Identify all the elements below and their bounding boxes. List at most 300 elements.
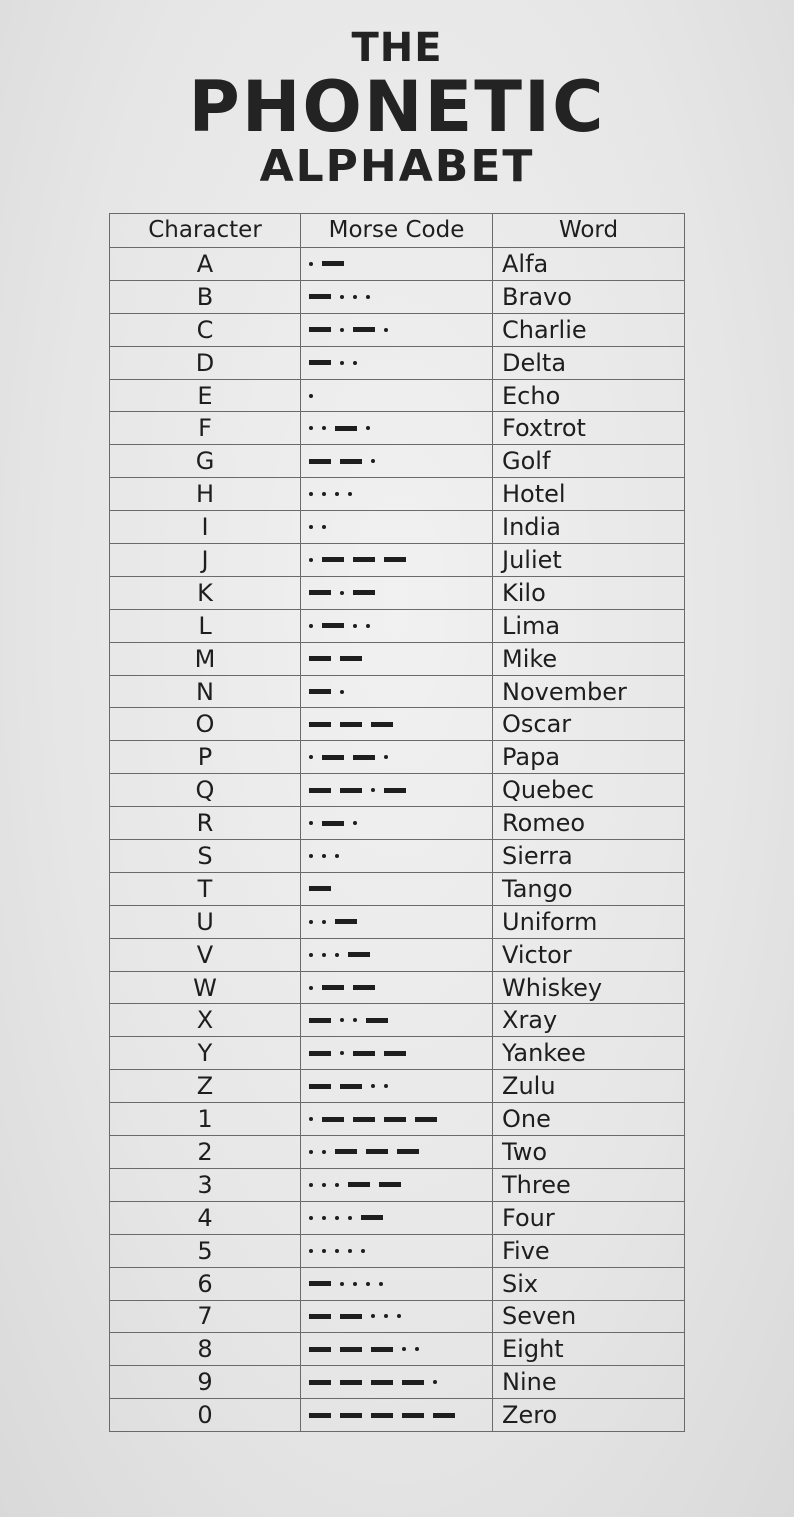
character-cell: B (110, 280, 301, 313)
table-row (110, 708, 685, 741)
word-cell: Zero (493, 1399, 685, 1432)
table-row (110, 478, 685, 511)
word-cell: Eight (493, 1333, 685, 1366)
morse-code-cell (301, 872, 493, 905)
table-header-row (110, 214, 685, 248)
morse-sequence (309, 1037, 415, 1069)
character-cell: 6 (110, 1267, 301, 1300)
morse-dot (371, 788, 375, 792)
title-line-alphabet: ALPHABET (259, 141, 535, 192)
character-cell: Z (110, 1070, 301, 1103)
table-row (110, 807, 685, 840)
morse-code-cell (301, 971, 493, 1004)
word-cell: Hotel (493, 478, 685, 511)
word-cell: Quebec (493, 774, 685, 807)
morse-code-cell (301, 609, 493, 642)
morse-dot (309, 558, 313, 562)
morse-dash (353, 557, 375, 562)
morse-dash (353, 985, 375, 990)
morse-dot (322, 1183, 326, 1187)
character-cell: Q (110, 774, 301, 807)
morse-sequence (309, 511, 335, 543)
morse-code-cell (301, 1201, 493, 1234)
morse-dash (309, 590, 331, 595)
morse-sequence (309, 248, 353, 280)
word-cell: Six (493, 1267, 685, 1300)
morse-dash (335, 919, 357, 924)
word-cell: Bravo (493, 280, 685, 313)
morse-sequence (309, 1004, 397, 1036)
morse-dash (335, 1149, 357, 1154)
morse-dot (340, 690, 344, 694)
table-row (110, 642, 685, 675)
morse-dot (366, 295, 370, 299)
table-row (110, 1267, 685, 1300)
morse-sequence (309, 1235, 374, 1267)
morse-sequence (309, 544, 415, 576)
morse-dot (384, 328, 388, 332)
table-row (110, 840, 685, 873)
morse-dash (309, 294, 331, 299)
morse-code-cell (301, 1300, 493, 1333)
morse-sequence (309, 840, 348, 872)
morse-code-cell (301, 1267, 493, 1300)
morse-dash (340, 1347, 362, 1352)
morse-dash (353, 1117, 375, 1122)
character-cell: N (110, 675, 301, 708)
word-cell: Charlie (493, 313, 685, 346)
morse-dot (335, 492, 339, 496)
character-cell: G (110, 445, 301, 478)
table-row (110, 609, 685, 642)
morse-dot (353, 624, 357, 628)
morse-dot (322, 920, 326, 924)
morse-dash (309, 689, 331, 694)
character-cell: C (110, 313, 301, 346)
morse-dash (340, 1413, 362, 1418)
morse-sequence (309, 906, 366, 938)
morse-dot (309, 1216, 313, 1220)
header-morse-code: Morse Code (301, 214, 493, 248)
phonetic-alphabet-table (109, 213, 685, 1432)
morse-dash (384, 788, 406, 793)
table-row (110, 1366, 685, 1399)
table-row (110, 1136, 685, 1169)
morse-dot (309, 1249, 313, 1253)
morse-dot (353, 295, 357, 299)
morse-dot (309, 624, 313, 628)
morse-code-cell (301, 248, 493, 281)
morse-dash (371, 1347, 393, 1352)
word-cell: Golf (493, 445, 685, 478)
morse-sequence (309, 1070, 397, 1102)
word-cell: Kilo (493, 576, 685, 609)
morse-sequence (309, 577, 384, 609)
morse-dot (353, 1282, 357, 1286)
morse-dot (309, 953, 313, 957)
morse-dot (340, 361, 344, 365)
morse-code-cell (301, 478, 493, 511)
morse-code-cell (301, 1103, 493, 1136)
morse-dot (402, 1347, 406, 1351)
morse-sequence (309, 708, 402, 740)
word-cell: Three (493, 1168, 685, 1201)
word-cell: Whiskey (493, 971, 685, 1004)
morse-dot (361, 1249, 365, 1253)
morse-dot (366, 624, 370, 628)
table-row (110, 280, 685, 313)
table-row (110, 741, 685, 774)
morse-sequence (309, 347, 366, 379)
morse-dash (340, 788, 362, 793)
morse-dot (309, 986, 313, 990)
character-cell: M (110, 642, 301, 675)
morse-dot (322, 953, 326, 957)
table-row (110, 412, 685, 445)
morse-dash (371, 1380, 393, 1385)
morse-dot (371, 1084, 375, 1088)
table-body (110, 248, 685, 1432)
word-cell: Foxtrot (493, 412, 685, 445)
header-character: Character (110, 214, 301, 248)
table-row (110, 576, 685, 609)
title-line-the: THE (351, 25, 443, 71)
morse-code-cell (301, 1399, 493, 1432)
morse-dash (348, 1182, 370, 1187)
character-cell: W (110, 971, 301, 1004)
morse-dot (366, 1282, 370, 1286)
morse-sequence (309, 1268, 392, 1300)
table-row (110, 872, 685, 905)
morse-sequence (309, 643, 371, 675)
morse-dot (309, 1150, 313, 1154)
morse-dash (353, 1051, 375, 1056)
table-row (110, 905, 685, 938)
table-row (110, 1234, 685, 1267)
title-line-phonetic: PHONETIC (188, 66, 606, 148)
morse-code-cell (301, 774, 493, 807)
morse-dot (348, 1216, 352, 1220)
character-cell: U (110, 905, 301, 938)
morse-dash (353, 590, 375, 595)
morse-dash (309, 327, 331, 332)
table-row (110, 938, 685, 971)
morse-code-cell (301, 807, 493, 840)
morse-dash (322, 261, 344, 266)
morse-dash (322, 821, 344, 826)
morse-dash (340, 656, 362, 661)
morse-dot (309, 854, 313, 858)
header-word: Word (493, 214, 685, 248)
morse-dash (340, 722, 362, 727)
morse-dot (335, 1249, 339, 1253)
morse-dash (348, 952, 370, 957)
morse-code-cell (301, 1366, 493, 1399)
morse-dot (309, 821, 313, 825)
morse-sequence (309, 1103, 446, 1135)
table-row (110, 313, 685, 346)
table-row (110, 1070, 685, 1103)
character-cell: V (110, 938, 301, 971)
morse-dash (371, 1413, 393, 1418)
morse-dash (322, 623, 344, 628)
morse-dot (309, 525, 313, 529)
morse-sequence (309, 1333, 428, 1365)
character-cell: 1 (110, 1103, 301, 1136)
character-cell: R (110, 807, 301, 840)
morse-dot (340, 328, 344, 332)
morse-dash (366, 1018, 388, 1023)
word-cell: Xray (493, 1004, 685, 1037)
table-row (110, 1399, 685, 1432)
word-cell: Romeo (493, 807, 685, 840)
morse-dash (309, 1314, 331, 1319)
table-row (110, 1037, 685, 1070)
character-cell: P (110, 741, 301, 774)
word-cell: Seven (493, 1300, 685, 1333)
morse-dash (415, 1117, 437, 1122)
morse-dot (384, 1314, 388, 1318)
morse-sequence (309, 314, 397, 346)
character-cell: A (110, 248, 301, 281)
morse-dot (335, 1216, 339, 1220)
word-cell: Echo (493, 379, 685, 412)
morse-dot (353, 1018, 357, 1022)
morse-sequence (309, 610, 379, 642)
morse-dot (340, 1051, 344, 1055)
morse-sequence (309, 1136, 428, 1168)
morse-dash (353, 327, 375, 332)
morse-code-cell (301, 708, 493, 741)
word-cell: One (493, 1103, 685, 1136)
word-cell: Victor (493, 938, 685, 971)
morse-sequence (309, 1366, 446, 1398)
morse-code-cell (301, 1004, 493, 1037)
morse-dash (322, 985, 344, 990)
morse-sequence (309, 412, 379, 444)
table-row (110, 1103, 685, 1136)
morse-dot (348, 1249, 352, 1253)
morse-code-cell (301, 445, 493, 478)
morse-code-cell (301, 379, 493, 412)
character-cell: 8 (110, 1333, 301, 1366)
morse-dash (384, 557, 406, 562)
morse-dot (397, 1314, 401, 1318)
character-cell: 0 (110, 1399, 301, 1432)
morse-code-cell (301, 576, 493, 609)
morse-sequence (309, 741, 397, 773)
morse-dash (309, 360, 331, 365)
word-cell: Nine (493, 1366, 685, 1399)
character-cell: K (110, 576, 301, 609)
table-row (110, 346, 685, 379)
word-cell: Zulu (493, 1070, 685, 1103)
morse-code-cell (301, 1037, 493, 1070)
morse-dash (366, 1149, 388, 1154)
morse-dash (384, 1051, 406, 1056)
character-cell: I (110, 511, 301, 544)
morse-dash (340, 1084, 362, 1089)
morse-dot (335, 953, 339, 957)
morse-code-cell (301, 544, 493, 577)
morse-dot (335, 1183, 339, 1187)
word-cell: Juliet (493, 544, 685, 577)
morse-dot (353, 821, 357, 825)
morse-dot (340, 295, 344, 299)
word-cell: Papa (493, 741, 685, 774)
morse-dot (384, 1084, 388, 1088)
character-cell: T (110, 872, 301, 905)
character-cell: E (110, 379, 301, 412)
character-cell: F (110, 412, 301, 445)
table-row (110, 544, 685, 577)
word-cell: Tango (493, 872, 685, 905)
morse-dot (322, 1216, 326, 1220)
morse-dash (309, 656, 331, 661)
morse-dot (371, 1314, 375, 1318)
morse-dash (309, 886, 331, 891)
character-cell: J (110, 544, 301, 577)
morse-code-cell (301, 313, 493, 346)
character-cell: 7 (110, 1300, 301, 1333)
character-cell: L (110, 609, 301, 642)
morse-code-cell (301, 1136, 493, 1169)
morse-code-cell (301, 840, 493, 873)
morse-dot (322, 492, 326, 496)
morse-dash (433, 1413, 455, 1418)
morse-code-cell (301, 280, 493, 313)
morse-dash (309, 1051, 331, 1056)
morse-sequence (309, 873, 340, 905)
morse-dot (309, 1117, 313, 1121)
word-cell: India (493, 511, 685, 544)
morse-sequence (309, 281, 379, 313)
morse-code-cell (301, 1234, 493, 1267)
morse-sequence (309, 445, 384, 477)
table-row (110, 1333, 685, 1366)
morse-dot (309, 394, 313, 398)
morse-dash (379, 1182, 401, 1187)
morse-dot (322, 854, 326, 858)
morse-dot (433, 1380, 437, 1384)
morse-dot (309, 426, 313, 430)
morse-dash (397, 1149, 419, 1154)
character-cell: 2 (110, 1136, 301, 1169)
morse-dot (322, 525, 326, 529)
morse-dot (322, 1150, 326, 1154)
morse-dash (361, 1215, 383, 1220)
morse-dash (384, 1117, 406, 1122)
table-row (110, 675, 685, 708)
morse-dot (335, 854, 339, 858)
morse-dot (348, 492, 352, 496)
morse-sequence (309, 478, 361, 510)
morse-dot (309, 262, 313, 266)
word-cell: Lima (493, 609, 685, 642)
word-cell: Mike (493, 642, 685, 675)
character-cell: X (110, 1004, 301, 1037)
morse-dot (309, 755, 313, 759)
word-cell: Yankee (493, 1037, 685, 1070)
word-cell: Delta (493, 346, 685, 379)
character-cell: 4 (110, 1201, 301, 1234)
table-row (110, 971, 685, 1004)
morse-dot (322, 426, 326, 430)
morse-code-cell (301, 938, 493, 971)
table-row (110, 774, 685, 807)
morse-sequence (309, 774, 415, 806)
morse-code-cell (301, 1070, 493, 1103)
morse-sequence (309, 676, 353, 708)
morse-dash (309, 1281, 331, 1286)
table-row (110, 248, 685, 281)
table-row (110, 511, 685, 544)
table-row (110, 1300, 685, 1333)
morse-dash (309, 722, 331, 727)
morse-dot (322, 1249, 326, 1253)
morse-dot (371, 459, 375, 463)
morse-dash (309, 788, 331, 793)
morse-code-cell (301, 1168, 493, 1201)
character-cell: 3 (110, 1168, 301, 1201)
character-cell: S (110, 840, 301, 873)
morse-sequence (309, 1202, 392, 1234)
word-cell: Oscar (493, 708, 685, 741)
word-cell: Two (493, 1136, 685, 1169)
character-cell: 9 (110, 1366, 301, 1399)
morse-code-cell (301, 1333, 493, 1366)
morse-sequence (309, 1169, 410, 1201)
morse-sequence (309, 1399, 464, 1431)
morse-dot (379, 1282, 383, 1286)
morse-code-cell (301, 412, 493, 445)
morse-code-cell (301, 905, 493, 938)
morse-code-cell (301, 346, 493, 379)
morse-dot (309, 1183, 313, 1187)
word-cell: November (493, 675, 685, 708)
table-row (110, 1004, 685, 1037)
morse-dot (415, 1347, 419, 1351)
character-cell: Y (110, 1037, 301, 1070)
morse-dot (309, 492, 313, 496)
morse-sequence (309, 380, 322, 412)
character-cell: 5 (110, 1234, 301, 1267)
morse-dash (309, 1380, 331, 1385)
morse-dash (322, 1117, 344, 1122)
word-cell: Sierra (493, 840, 685, 873)
morse-dot (340, 1282, 344, 1286)
table-row (110, 1201, 685, 1234)
word-cell: Uniform (493, 905, 685, 938)
morse-sequence (309, 1301, 410, 1333)
morse-sequence (309, 972, 384, 1004)
morse-dash (371, 722, 393, 727)
word-cell: Four (493, 1201, 685, 1234)
morse-sequence (309, 807, 366, 839)
morse-code-cell (301, 642, 493, 675)
morse-dash (402, 1413, 424, 1418)
morse-dash (309, 459, 331, 464)
morse-sequence (309, 939, 379, 971)
morse-dot (384, 755, 388, 759)
morse-dash (309, 1413, 331, 1418)
word-cell: Alfa (493, 248, 685, 281)
morse-dash (322, 557, 344, 562)
morse-dash (309, 1084, 331, 1089)
morse-dash (353, 755, 375, 760)
morse-dash (340, 459, 362, 464)
morse-dot (340, 1018, 344, 1022)
